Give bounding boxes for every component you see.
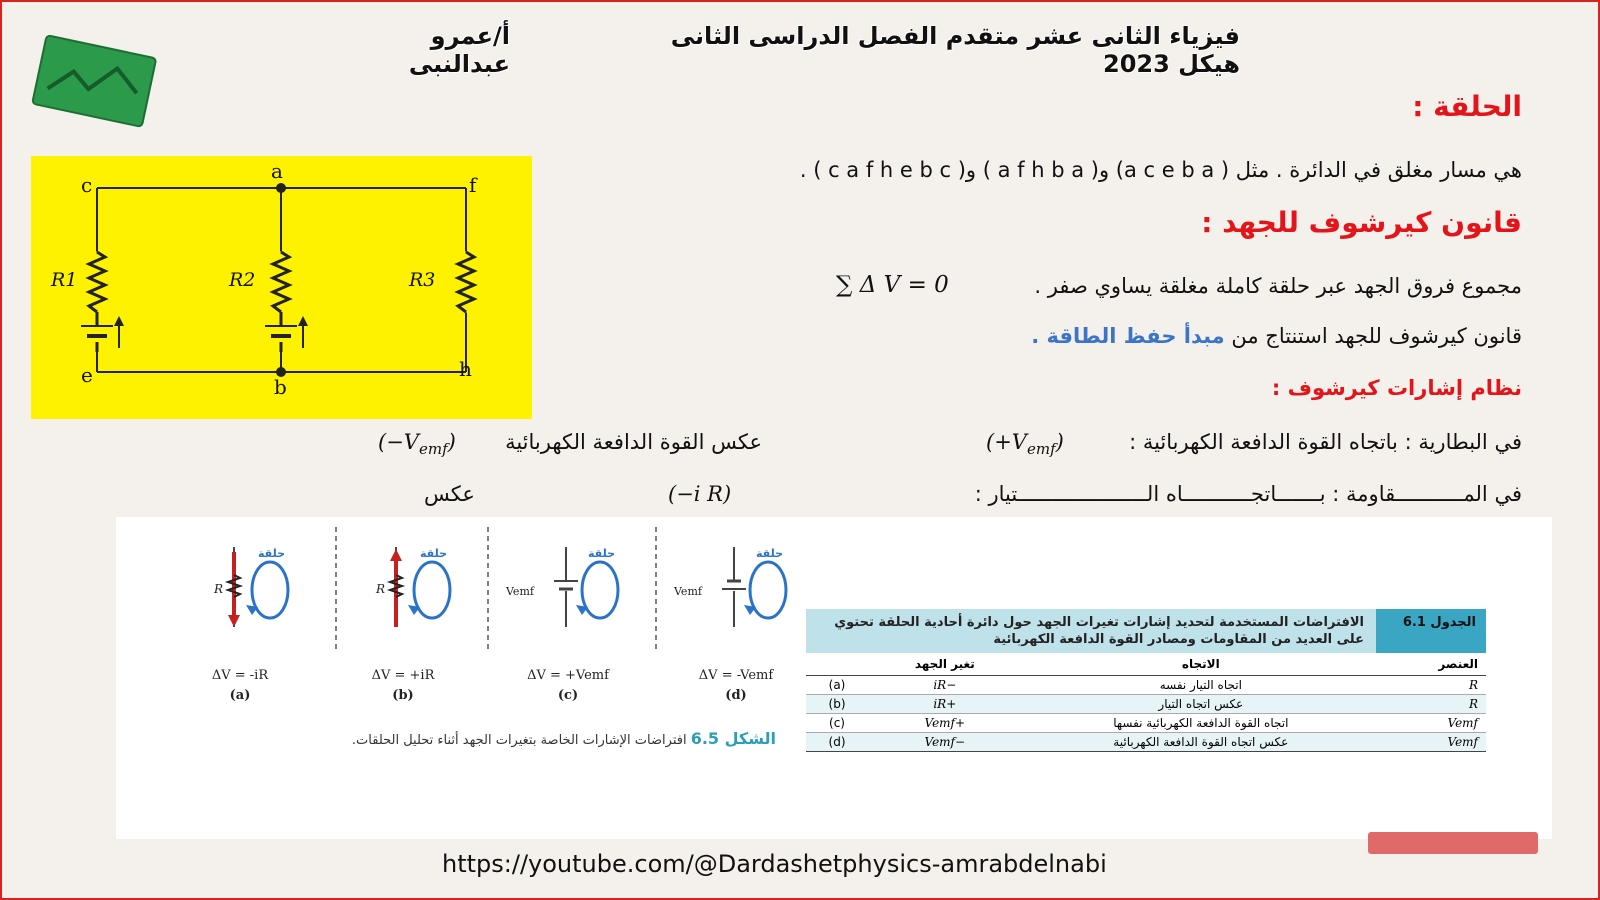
table-cell: (b): [828, 697, 846, 711]
element-label-d: Vemf: [674, 585, 702, 598]
node-label-a: a: [271, 159, 283, 183]
table-row: [806, 733, 1486, 752]
table-header-tag: [806, 653, 868, 676]
circuit-diagram: [31, 156, 532, 419]
delta-v-b: ΔV = +iR: [371, 668, 435, 683]
node-label-e: e: [81, 363, 93, 387]
loop-label-d: حلقة: [756, 547, 784, 560]
loop-heading: الحلقة :: [1412, 90, 1522, 123]
delta-v-c: ΔV = +Vemf: [527, 668, 609, 683]
resistor-label-r1: R1: [51, 269, 78, 291]
table-cell: اتجاه القوة الدافعة الكهربائية نفسها: [1113, 716, 1289, 730]
table-cell: +Vemf: [924, 716, 966, 730]
battery-minus-sub: emf: [418, 440, 448, 458]
sign-table-grid: [806, 653, 1486, 752]
kvl-statement: مجموع فروق الجهد عبر حلقة كاملة مغلقة يساوي صفر .: [1034, 274, 1522, 298]
resistor-rule-text: في المـــــــــــقاومة : بـــــــاتجـــــــــــاه الـــــــــــــــــــــتيار :: [974, 482, 1522, 506]
decorative-red-tab: [1368, 832, 1538, 854]
table-cell: عكس اتجاه التيار: [1158, 697, 1244, 711]
battery-opposite-text: عكس القوة الدافعة الكهربائية: [505, 430, 762, 454]
table-cell: Vemf: [1447, 735, 1478, 749]
table-cell: عكس اتجاه القوة الدافعة الكهربائية: [1113, 735, 1289, 749]
resistor-minus-ir: (−i R): [668, 482, 732, 506]
element-label-c: Vemf: [506, 585, 534, 598]
sign-convention-panel: [116, 517, 1552, 839]
table-cell: −Vemf: [924, 735, 966, 749]
table-cell: (d): [828, 735, 846, 749]
table-cell: R: [1468, 678, 1478, 692]
delta-v-d: ΔV = -Vemf: [698, 668, 774, 683]
author-name: أ/عمرو عبدالنبى: [408, 22, 510, 78]
battery-minus-post: ): [447, 430, 456, 454]
table-title: الافتراضات المستخدمة لتحديد إشارات تغيرات الجهد حول دائرة أحادية الحلقة تحتوي على العديد من المقاومات ومصادر القوة الدافعة الكهربائية: [834, 615, 1364, 647]
kvl-equation: ∑ Δ V = 0: [836, 272, 949, 298]
chart-logo-icon: [28, 34, 160, 130]
table-cell: R: [1468, 697, 1478, 711]
table-row: [806, 676, 1486, 695]
loop-label-c: حلقة: [588, 547, 616, 560]
table-header-direction: الاتجاه: [1181, 657, 1220, 671]
panel-tag-d: (d): [725, 688, 747, 703]
battery-plus-pre: (+V: [986, 430, 1027, 454]
energy-conservation-link: مبدأ حفظ الطاقة .: [1031, 324, 1225, 348]
node-label-f: f: [469, 173, 477, 197]
table-row: [806, 695, 1486, 714]
loop-sign-figure: [156, 527, 796, 717]
node-label-b: b: [274, 375, 287, 399]
panel-tag-a: (a): [229, 688, 251, 703]
sign-table: [806, 609, 1486, 752]
node-label-h: h: [459, 357, 472, 381]
battery-rule-text: في البطارية : باتجاه القوة الدافعة الكهربائية :: [1129, 430, 1522, 454]
resistor-label-r2: R2: [229, 269, 256, 291]
page-header-title: فيزياء الثانى عشر متقدم الفصل الدراسى الثانى هيكل 2023: [670, 22, 1240, 78]
table-cell: Vemf: [1447, 716, 1478, 730]
element-label-b: R: [376, 582, 386, 596]
figure-caption-label: الشكل 6.5: [690, 729, 776, 748]
kvl-heading: قانون كيرشوف للجهد :: [1201, 206, 1522, 239]
panel-tag-c: (c): [557, 688, 579, 703]
element-label-a: R: [214, 582, 224, 596]
table-cell: +iR: [933, 697, 957, 711]
table-cell: (c): [829, 716, 845, 730]
figure-caption-text: افتراضات الإشارات الخاصة بتغيرات الجهد أثناء تحليل الحلقات.: [351, 733, 687, 748]
battery-minus-vemf: [378, 430, 456, 458]
table-cell: −iR: [933, 678, 957, 692]
signs-heading: نظام إشارات كيرشوف :: [1271, 376, 1522, 400]
table-cell: اتجاه التيار نفسه: [1159, 678, 1242, 692]
resistor-label-r3: R3: [409, 269, 436, 291]
figure-caption: [206, 729, 776, 750]
kvl-derivation-prefix: قانون كيرشوف للجهد استنتاج من: [1231, 324, 1522, 348]
table-cell: (a): [828, 678, 846, 692]
loop-definition: هي مسار مغلق في الدائرة . مثل ( a c e b a) و( a f h b a ) و( c a f h e b c ) .: [799, 158, 1522, 182]
resistor-opposite-text: عكس: [424, 482, 475, 506]
youtube-channel-link[interactable]: https://youtube.com/@Dardashetphysics-amrabdelnabi: [442, 850, 1107, 878]
loop-label-a: حلقة: [258, 547, 286, 560]
table-label: الجدول 6.1: [1376, 609, 1486, 653]
kvl-derivation: [1031, 324, 1522, 348]
table-header-element: العنصر: [1438, 657, 1478, 671]
battery-plus-post: ): [1055, 430, 1064, 454]
loop-label-b: حلقة: [420, 547, 448, 560]
circuit-schematic: [31, 156, 532, 419]
battery-plus-vemf: [986, 430, 1064, 458]
table-header-change: تغير الجهد: [914, 657, 975, 671]
panel-tag-b: (b): [392, 688, 414, 703]
table-title-bar: [806, 609, 1486, 653]
node-label-c: c: [81, 173, 93, 197]
table-row: [806, 714, 1486, 733]
battery-plus-sub: emf: [1026, 440, 1056, 458]
battery-minus-pre: (−V: [378, 430, 419, 454]
delta-v-a: ΔV = -iR: [211, 668, 269, 683]
